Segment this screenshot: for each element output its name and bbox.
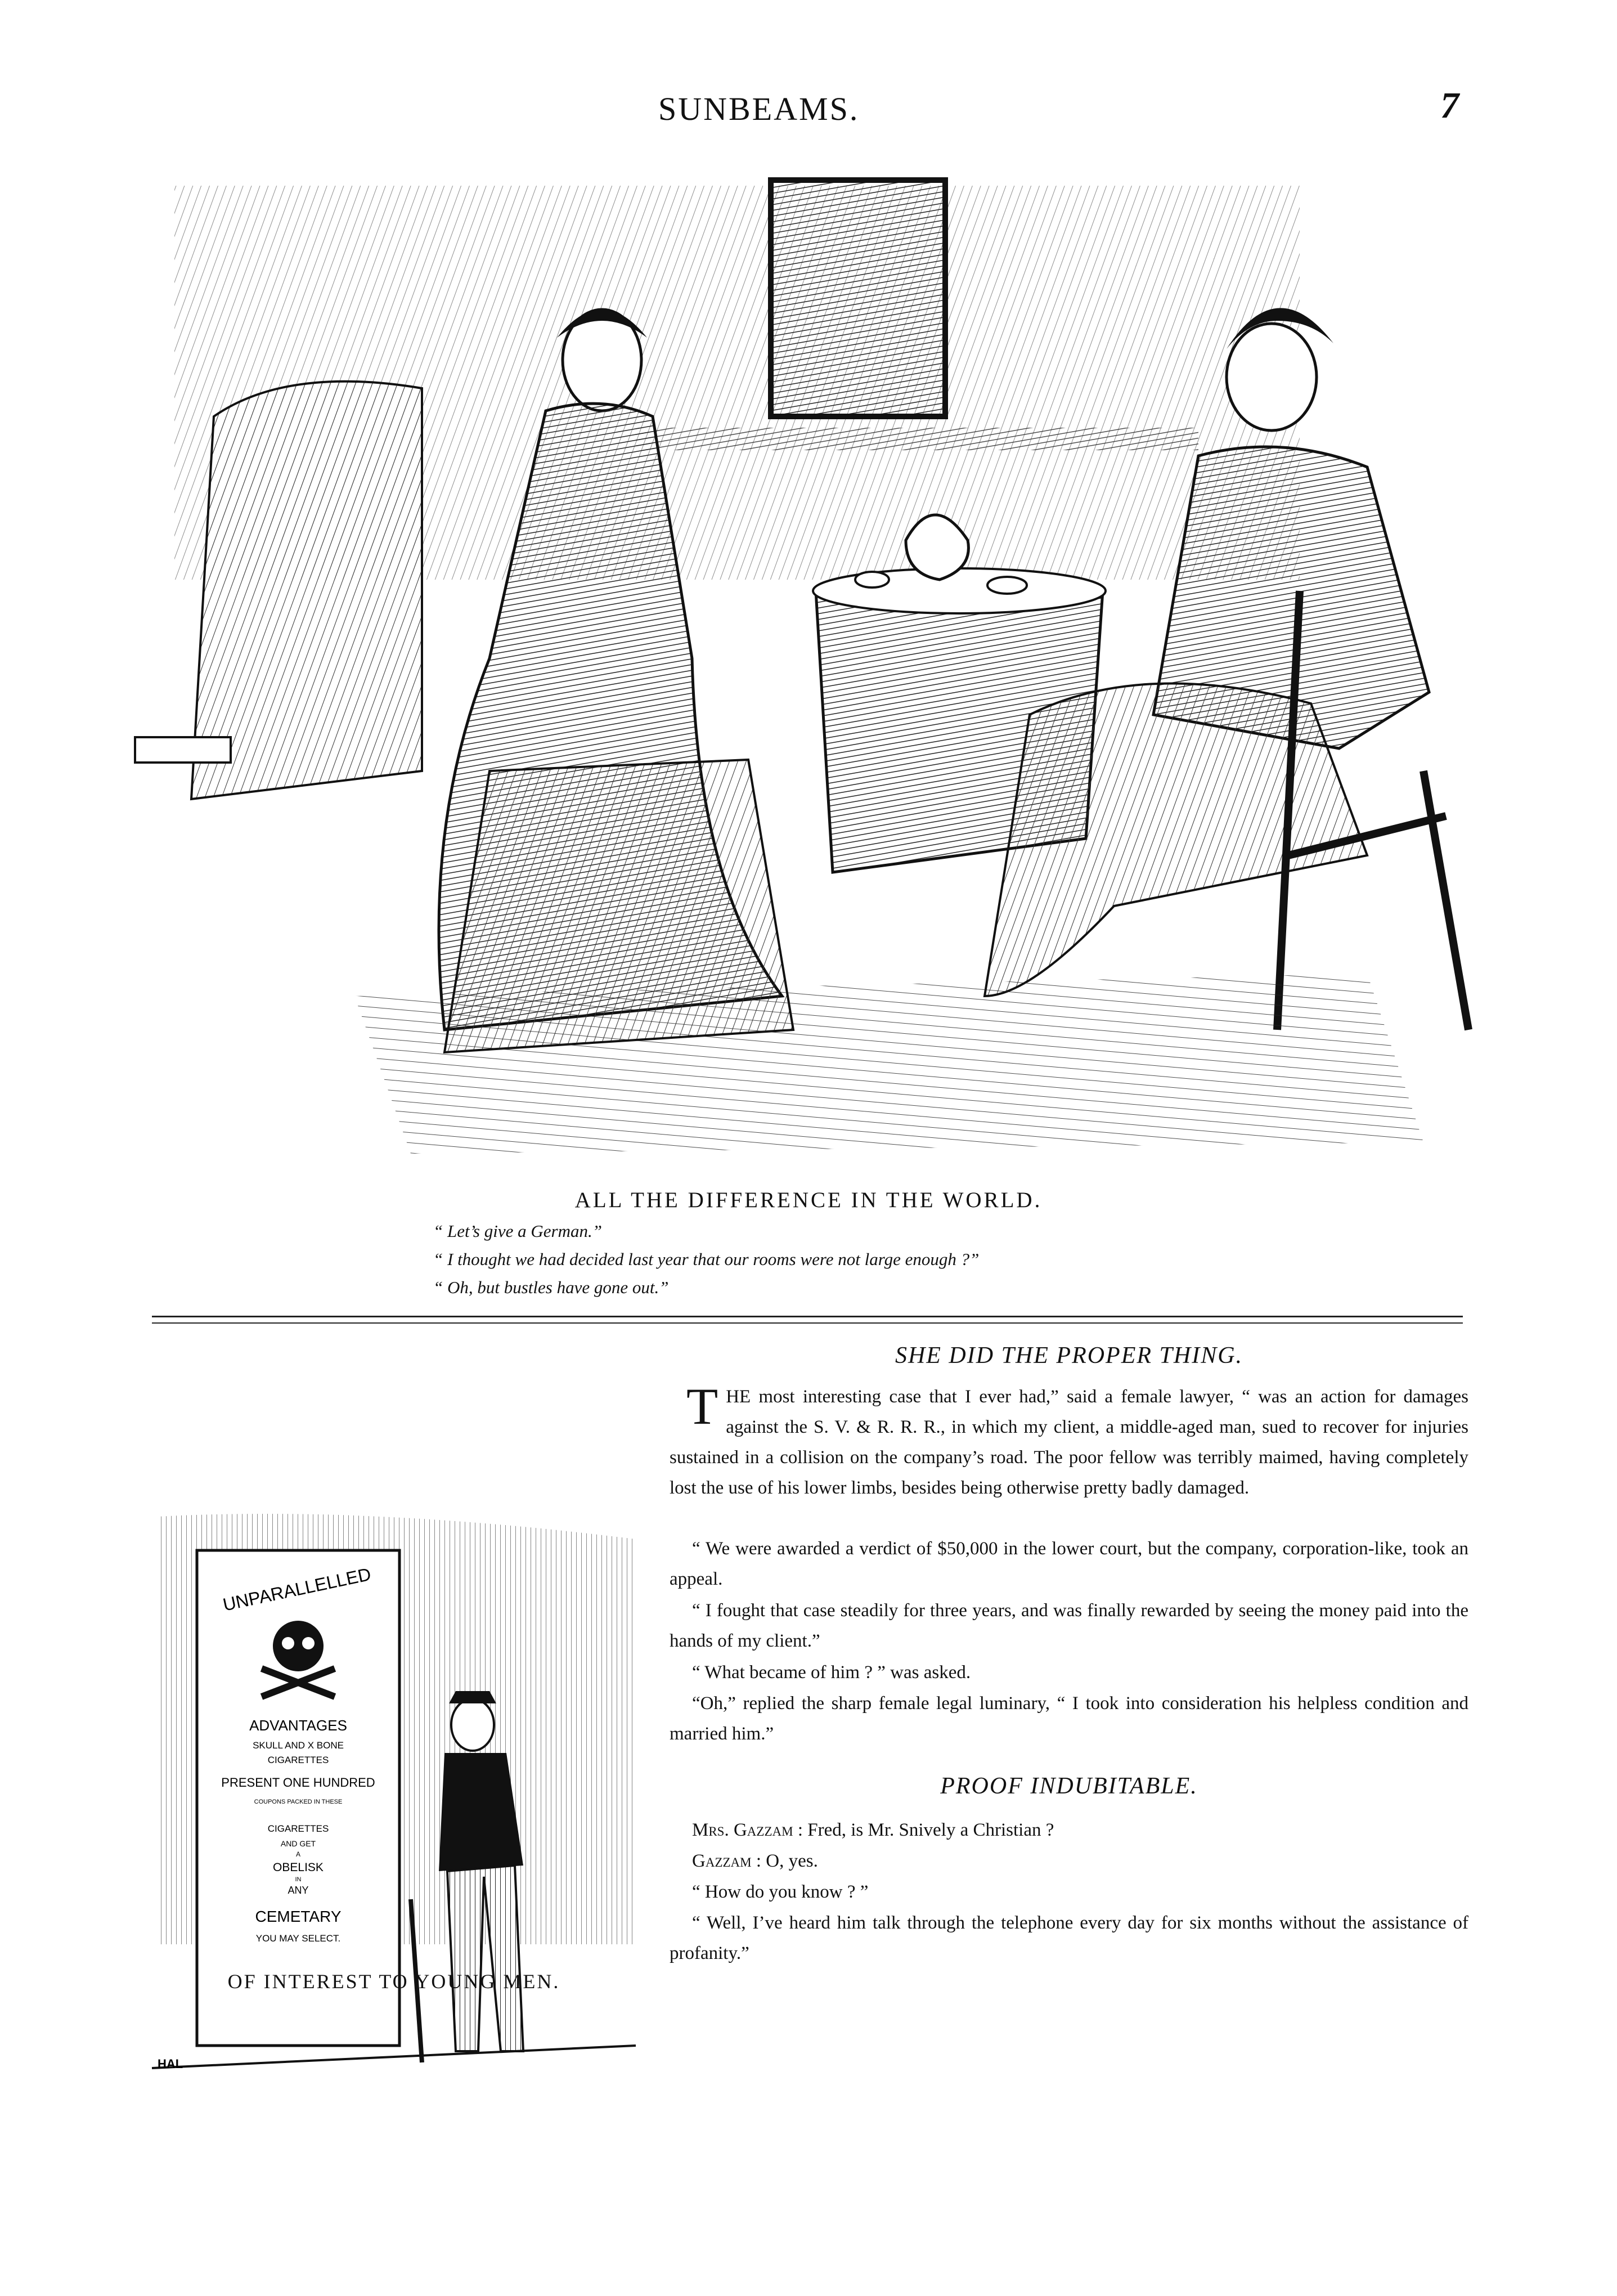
section-divider xyxy=(152,1322,1463,1324)
poster-line: CEMETARY xyxy=(255,1908,342,1925)
poster-line: ANY xyxy=(288,1885,309,1896)
article-paragraph: “ I fought that case steadily for three years, and was finally rewarded by seeing the money paid into the hands of my client.” xyxy=(670,1600,1468,1651)
wall-picture xyxy=(771,180,945,416)
dialogue-line: “ Let’s give a German.” xyxy=(433,1221,602,1241)
dialogue-line: Mrs. Gazzam : Fred, is Mr. Snively a Christian ? xyxy=(692,1820,1054,1840)
article-paragraph: “ We were awarded a verdict of $50,000 in the lower court, but the company, corporation-like, took an appeal. xyxy=(670,1539,1468,1589)
bottom-cartoon-caption: OF INTEREST TO YOUNG MEN. xyxy=(227,1970,560,1993)
article-paragraph: THE most interesting case that I ever had,” said a female lawyer, “ was an action for damages against the S. V. & R. R. R., in which my client, a middle-aged man, sued to recover for injuries sustained in a collision on the company’s road. The poor fellow was terribly maimed, having completely lost the use of his lower limbs, besides being otherwise pretty badly damaged. xyxy=(670,1378,1468,1498)
section-divider xyxy=(152,1316,1463,1317)
poster-line: CIGARETTES xyxy=(267,1755,329,1765)
right-woman-skirt xyxy=(985,683,1367,996)
artist-signature: HAL xyxy=(158,2057,183,2071)
drop-cap: T xyxy=(686,1378,718,1435)
cigarette-poster-illustration xyxy=(141,1334,647,2296)
floor xyxy=(354,974,1423,1154)
article-paragraph: “Oh,” replied the sharp female legal luminary, “ I took into consideration his helpless condition and married him.” xyxy=(670,1693,1468,1744)
dialogue-line: “ Well, I’ve heard him talk through the telephone every day for six months without the assistance of profanity.” xyxy=(670,1913,1468,1963)
poster-line: IN xyxy=(295,1876,302,1883)
dialogue-line: “ How do you know ? ” xyxy=(692,1882,869,1902)
poster-line: OBELISK xyxy=(273,1861,324,1874)
page-number: 7 xyxy=(1440,85,1459,126)
running-head: SUNBEAMS. xyxy=(658,91,860,127)
poster-line: ADVANTAGES xyxy=(249,1717,347,1734)
poster-line: COUPONS PACKED IN THESE xyxy=(254,1799,343,1805)
dialogue-line: “ I thought we had decided last year that our rooms were not large enough ?” xyxy=(433,1249,980,1269)
tea-party-illustration xyxy=(129,152,1547,1187)
young-man-head xyxy=(451,1699,494,1751)
article-title: SHE DID THE PROPER THING. xyxy=(895,1343,1243,1369)
article-paragraph: “ What became of him ? ” was asked. xyxy=(692,1662,971,1683)
poster-line: CIGARETTES xyxy=(267,1823,329,1834)
top-cartoon-title: ALL THE DIFFERENCE IN THE WORLD. xyxy=(574,1188,1043,1212)
skull-icon xyxy=(273,1621,324,1671)
dialogue-line: “ Oh, but bustles have gone out.” xyxy=(433,1277,669,1297)
poster-line: AND GET xyxy=(280,1839,316,1848)
article-title: PROOF INDUBITABLE. xyxy=(940,1773,1198,1799)
bowler-hat-icon xyxy=(449,1691,496,1703)
poster-line: YOU MAY SELECT. xyxy=(255,1933,341,1944)
poster-line: SKULL AND X BONE xyxy=(253,1740,344,1751)
poster-line: PRESENT ONE HUNDRED xyxy=(221,1775,375,1790)
right-woman-head xyxy=(1227,324,1317,430)
speaker: Gazzam : xyxy=(692,1851,762,1871)
speaker: Mrs. Gazzam : xyxy=(692,1820,803,1840)
poster-line: A xyxy=(295,1850,301,1858)
dialogue-line: Gazzam : O, yes. xyxy=(692,1851,818,1871)
poster-line: UNPARALLELLED xyxy=(221,1563,373,1615)
